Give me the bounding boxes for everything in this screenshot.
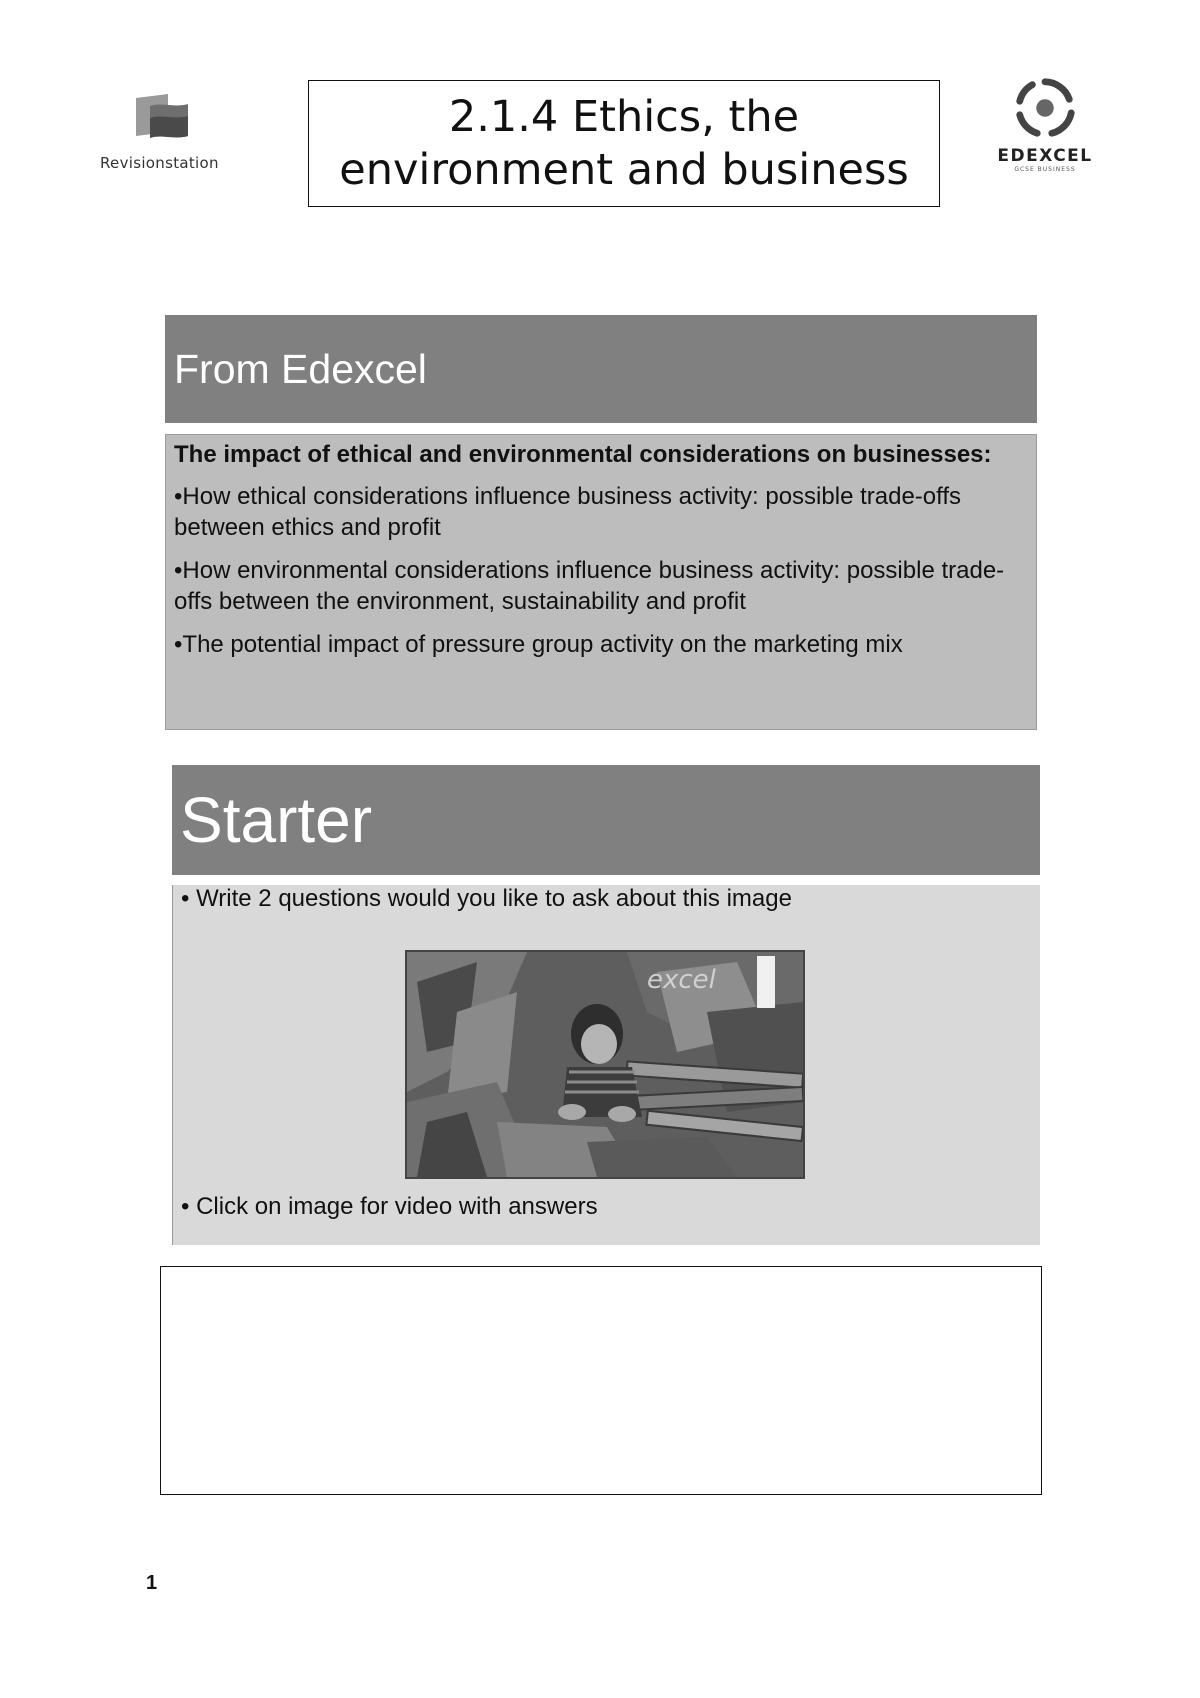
child-labour-photo: [407, 952, 803, 1177]
starter-section-title: Starter: [180, 784, 373, 856]
spec-point: •The potential impact of pressure group activity on the marketing mix: [174, 630, 903, 658]
page-title: [308, 80, 940, 207]
starter-image-link[interactable]: [405, 950, 805, 1179]
spec-section-header: [165, 315, 1037, 423]
revisionstation-logo-label: Revisionstation: [100, 154, 219, 172]
page-title-line-1: 2.1.4 Ethics, the: [448, 91, 800, 142]
page-number: 1: [146, 1572, 158, 1594]
spec-heading: The impact of ethical and environmental considerations on businesses:: [174, 441, 992, 468]
spec-panel: [165, 434, 1037, 730]
page-title-line-2: environment and business: [339, 144, 909, 195]
starter-instruction: • Write 2 questions would you like to ask about this image: [181, 885, 792, 912]
starter-video-hint: • Click on image for video with answers: [181, 1193, 598, 1220]
spec-point: •How environmental considerations influence business activity: possible trade-offs between the environment, sustainability and profit: [174, 556, 1005, 615]
revisionstation-logo: [100, 88, 240, 178]
answer-box[interactable]: [160, 1266, 1042, 1495]
edexcel-logo: [995, 72, 1095, 182]
edexcel-logo-subtitle: GCSE BUSINESS: [1014, 166, 1076, 173]
edexcel-logo-name: EDEXCEL: [997, 146, 1093, 166]
edexcel-logo-icon: [1011, 74, 1079, 142]
photo-overlay-text: excel: [647, 965, 716, 995]
starter-section-header: [172, 765, 1040, 875]
revisionstation-logo-icon: [128, 92, 198, 148]
spec-point: •How ethical considerations influence business activity: possible trade-offs between ethics and profit: [174, 482, 962, 541]
spec-section-title: From Edexcel: [174, 345, 427, 392]
